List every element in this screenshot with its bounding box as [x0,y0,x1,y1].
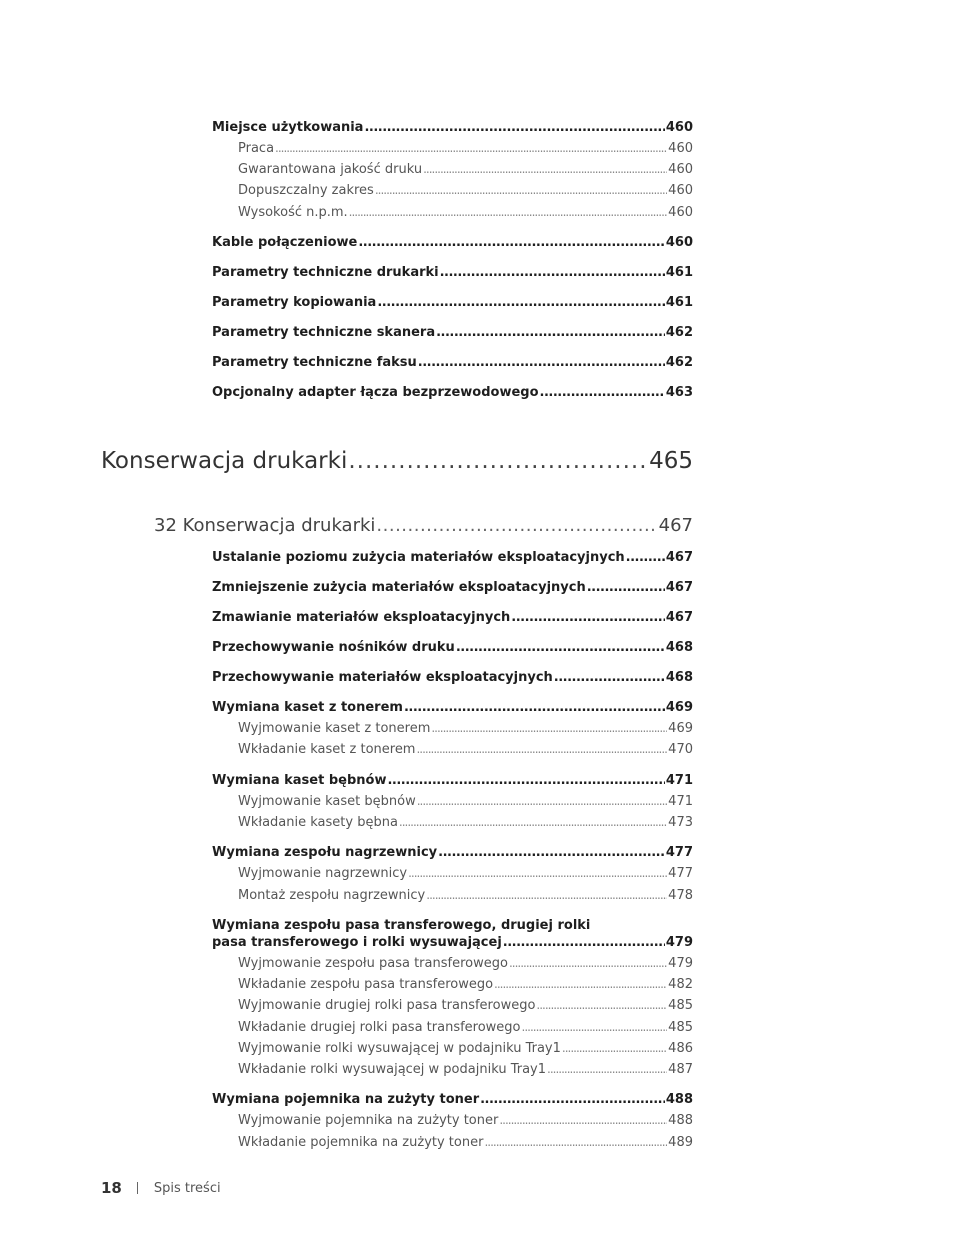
dot-leader [275,141,667,155]
toc-entry-title: Opcjonalny adapter łącza bezprzewodowego [212,385,539,400]
toc-page-number: 482 [668,977,693,992]
toc-entry-title: Wkładanie kaset z tonerem [238,742,416,757]
dot-leader [522,1020,668,1034]
toc-entry-bold[interactable] [212,385,693,400]
toc-page-number: 461 [665,295,693,310]
toc-entry-multiline[interactable] [212,918,693,950]
toc-entry-sub[interactable] [238,1135,693,1150]
toc-entry-bold[interactable] [212,120,693,135]
toc-page-number: 477 [668,866,693,881]
dot-leader [438,845,665,860]
dot-leader [484,1135,667,1149]
dot-leader [416,742,667,756]
dot-leader [509,956,667,970]
toc-entry-bold[interactable] [212,550,693,565]
toc-page-number: 467 [665,550,693,565]
toc-entry-bold[interactable] [212,640,693,655]
toc-entry-title: Wkładanie zespołu pasa transferowego [238,977,494,992]
toc-page-number: 462 [665,325,693,340]
dot-leader [349,205,668,219]
dot-leader [494,977,667,991]
toc-entry-title: Przechowywanie materiałów eksploatacyjnych [212,670,553,685]
toc-page-number: 460 [668,141,693,156]
toc-entry-title-line1: Wymiana zespołu pasa transferowego, drugiej rolki [212,918,591,933]
toc-entry-title: Wkładanie kasety bębna [238,815,398,830]
dot-leader [358,235,665,250]
toc-entry-sub[interactable] [238,141,693,156]
dot-leader [547,1062,667,1076]
toc-entry-sub[interactable] [238,742,693,757]
dot-leader [587,580,665,595]
toc-entry-sub[interactable] [238,1020,693,1035]
dot-leader [364,120,664,135]
dot-leader [348,448,648,474]
toc-entry-title: Wkładanie pojemnika na zużyty toner [238,1135,484,1150]
toc-entry-title: Parametry techniczne drukarki [212,265,439,280]
toc-entry-title: Gwarantowana jakość druku [238,162,423,177]
toc-page-number: 473 [668,815,693,830]
dot-leader [375,183,667,197]
toc-entry-bold[interactable] [212,773,693,788]
toc-page-number: 479 [668,956,693,971]
toc-page-number: 477 [665,845,693,860]
toc-entry-bold[interactable] [212,235,693,250]
dot-leader [540,385,665,400]
toc-entry-title: Dopuszczalny zakres [238,183,374,198]
toc-page-number: 463 [665,385,693,400]
toc-entry-title: Wymiana kaset bębnów [212,773,387,788]
toc-entry-title: Wymiana zespołu nagrzewnicy [212,845,438,860]
toc-page-number: 467 [665,580,693,595]
toc-entry-bold[interactable] [212,845,693,860]
toc-entry-title: 32 Konserwacja drukarki [154,515,376,536]
toc-entry-title: Przechowywanie nośników druku [212,640,455,655]
toc-page-number: 471 [665,773,693,788]
dot-leader [408,866,667,880]
toc-entry-title: Wyjmowanie rolki wysuwającej w podajniku Tray1 [238,1041,561,1056]
dot-leader [536,998,667,1012]
toc-page-number: 460 [665,235,693,250]
dot-leader [431,721,667,735]
dot-leader [404,700,665,715]
dot-leader [511,610,665,625]
toc-entry-title: Wyjmowanie zespołu pasa transferowego [238,956,508,971]
toc-page-number: 460 [665,120,693,135]
toc-entry-bold[interactable] [212,610,693,625]
toc-entry-title: Praca [238,141,275,156]
toc-entry-title: Zmawianie materiałów eksploatacyjnych [212,610,511,625]
footer-section-title: Spis treści [153,1180,221,1196]
toc-page-number: 462 [665,355,693,370]
toc-entry-title: Montaż zespołu nagrzewnicy [238,888,426,903]
toc-entry-title: Parametry techniczne faksu [212,355,417,370]
toc-page-number: 470 [668,742,693,757]
toc-entry-sub[interactable] [238,956,693,971]
toc-entry-sub[interactable] [238,998,693,1013]
toc-entry-title: Parametry kopiowania [212,295,377,310]
toc-entry-bold[interactable] [212,670,693,685]
toc-entry-bold[interactable] [212,1092,693,1107]
toc-page-number: 465 [649,448,693,474]
toc-entry-title: Wyjmowanie kaset bębnów [238,794,416,809]
toc-entry-sub[interactable] [238,1062,693,1077]
toc-page-number: 471 [668,794,693,809]
toc-entry-sub[interactable] [238,205,693,220]
toc-entry-title: Wkładanie drugiej rolki pasa transferowego [238,1020,521,1035]
toc-page-number: 467 [665,610,693,625]
dot-leader [423,162,667,176]
toc-entry-bold[interactable] [212,295,693,310]
toc-entry-sub[interactable] [238,888,693,903]
toc-entry-chapter[interactable] [154,515,693,536]
toc-entry-bold[interactable] [212,580,693,595]
toc-page-number: 460 [668,162,693,177]
toc-page-number: 488 [668,1113,693,1128]
toc-page-number: 489 [668,1135,693,1150]
toc-entry-sub[interactable] [238,1041,693,1056]
toc-entry-sub[interactable] [238,866,693,881]
toc-page-number: 488 [665,1092,693,1107]
toc-entry-part[interactable] [101,448,693,474]
toc-page-number: 469 [665,700,693,715]
dot-leader [562,1041,667,1055]
toc-page-number: 485 [668,1020,693,1035]
dot-leader [554,670,665,685]
toc-entry-title: Miejsce użytkowania [212,120,364,135]
toc-entry-title: Kable połączeniowe [212,235,358,250]
toc-page-number: 468 [665,640,693,655]
toc-entry-title: Konserwacja drukarki [101,448,348,474]
toc-page-number: 461 [665,265,693,280]
toc-page-number: 460 [668,183,693,198]
dot-leader [626,550,665,565]
toc-page-number: 479 [665,935,693,950]
toc-entry-title: Wyjmowanie nagrzewnicy [238,866,408,881]
dot-leader [456,640,665,655]
toc-page-number: 468 [665,670,693,685]
toc-page-number: 478 [668,888,693,903]
toc-entry-title-line2: pasa transferowego i rolki wysuwającej [212,935,502,950]
page-footer [101,1179,221,1197]
dot-leader [436,325,665,340]
toc-entry-title: Zmniejszenie zużycia materiałów eksploatacyjnych [212,580,586,595]
toc-entry-title: Ustalanie poziomu zużycia materiałów eksploatacyjnych [212,550,625,565]
toc-entry-title: Wymiana kaset z tonerem [212,700,403,715]
dot-leader [503,935,665,950]
toc-entry-bold[interactable] [212,265,693,280]
dot-leader [440,265,665,280]
toc-entry-sub[interactable] [238,1113,693,1128]
toc-entry-bold[interactable] [212,700,693,715]
toc-entry-sub[interactable] [238,162,693,177]
dot-leader [499,1113,667,1127]
dot-leader [376,515,657,536]
toc-entry-sub[interactable] [238,721,693,736]
dot-leader [377,295,665,310]
toc-page-number: 485 [668,998,693,1013]
dot-leader [417,794,667,808]
toc-page-number: 460 [668,205,693,220]
footer-page-number: 18 [101,1179,122,1197]
dot-leader [426,888,667,902]
toc-entry-title: Wkładanie rolki wysuwającej w podajniku Tray1 [238,1062,547,1077]
toc-entry-sub[interactable] [238,183,693,198]
toc-page-number: 469 [668,721,693,736]
footer-separator [137,1182,138,1194]
toc-entry-title: Wyjmowanie drugiej rolki pasa transferowego [238,998,536,1013]
dot-leader [399,815,667,829]
toc-entry-title: Parametry techniczne skanera [212,325,436,340]
dot-leader [480,1092,665,1107]
toc-entry-sub[interactable] [238,977,693,992]
toc-page-number: 487 [668,1062,693,1077]
toc-entry-bold[interactable] [212,325,693,340]
toc-entry-title: Wyjmowanie kaset z tonerem [238,721,431,736]
toc-entry-sub[interactable] [238,794,693,809]
toc-entry-title: Wymiana pojemnika na zużyty toner [212,1092,480,1107]
toc-page-number: 467 [658,515,693,536]
toc-entry-sub[interactable] [238,815,693,830]
toc-page-number: 486 [668,1041,693,1056]
toc-entry-title: Wyjmowanie pojemnika na zużyty toner [238,1113,499,1128]
dot-leader [387,773,664,788]
toc-entry-title: Wysokość n.p.m. [238,205,348,220]
toc-entry-bold[interactable] [212,355,693,370]
dot-leader [418,355,665,370]
